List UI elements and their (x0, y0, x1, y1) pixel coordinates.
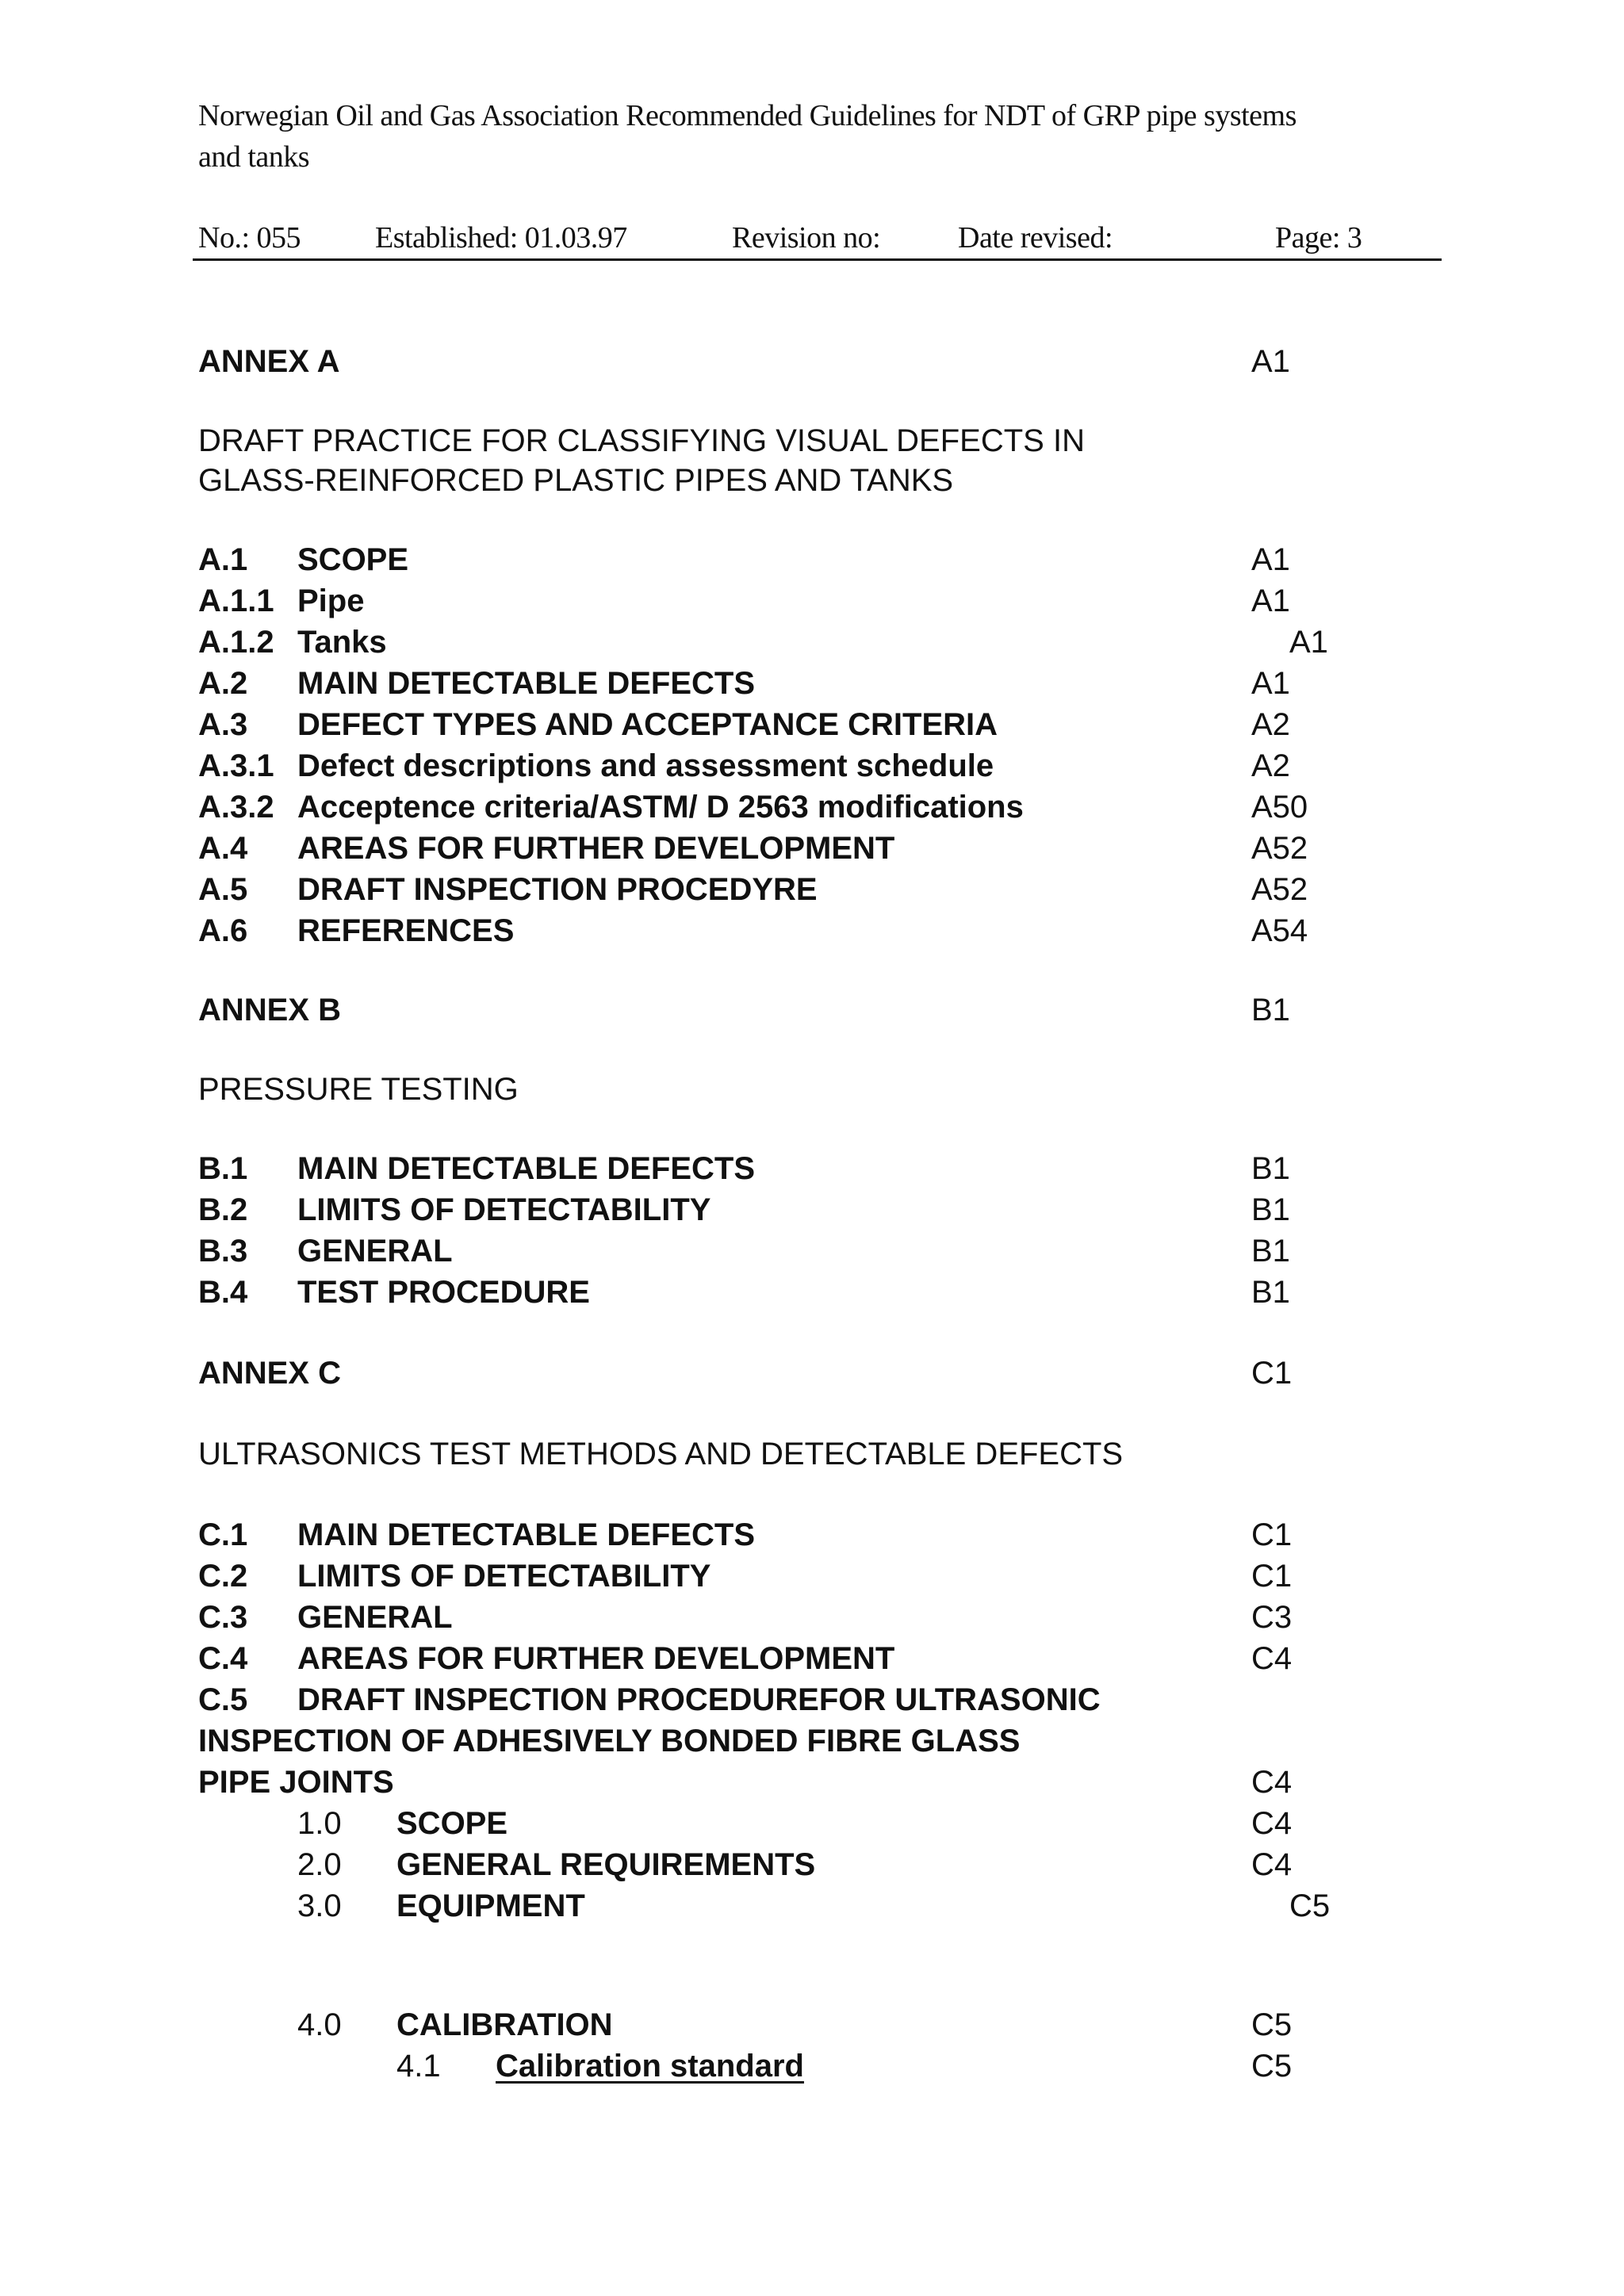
toc-entry-page: C5 (1289, 1888, 1331, 1923)
toc-entry-page: C1 (1251, 1356, 1293, 1391)
toc-entry-number: C.5 (198, 1682, 248, 1717)
toc-entry-title[interactable]: GLASS-REINFORCED PLASTIC PIPES AND TANKS (198, 463, 954, 498)
toc-entry-page: B1 (1251, 993, 1290, 1027)
toc-entry-number: C.2 (198, 1559, 248, 1594)
toc-entry-title[interactable]: Tanks (297, 625, 387, 660)
toc-entry-title[interactable]: DRAFT INSPECTION PROCEDUREFOR ULTRASONIC (297, 1682, 1101, 1717)
document-header-title (198, 95, 1388, 178)
toc-entry-title[interactable]: CALIBRATION (396, 2007, 613, 2042)
toc-entry-title[interactable]: DRAFT INSPECTION PROCEDYRE (297, 872, 818, 907)
toc-entry-page: C4 (1251, 1641, 1293, 1676)
toc-entry-title[interactable]: ANNEX A (198, 344, 340, 379)
toc-entry-number: A.3.2 (198, 790, 274, 825)
toc-entry-title[interactable]: ANNEX B (198, 993, 342, 1027)
toc-entry-title[interactable]: GENERAL (297, 1234, 453, 1269)
document-number: No.: 055 (198, 221, 301, 254)
toc-entry-number: A.3.1 (198, 748, 274, 783)
toc-entry-title[interactable]: SCOPE (396, 1806, 508, 1841)
toc-entry-page: A52 (1251, 831, 1308, 866)
toc-entry-title[interactable]: GENERAL (297, 1600, 453, 1635)
toc-entry-number: C.1 (198, 1517, 248, 1552)
toc-entry-title[interactable]: MAIN DETECTABLE DEFECTS (297, 1517, 756, 1552)
toc-entry-title[interactable]: TEST PROCEDURE (297, 1275, 590, 1310)
toc-entry-number: A.1 (198, 542, 248, 577)
toc-entry-number: 3.0 (297, 1888, 342, 1923)
toc-entry-page: A1 (1251, 344, 1290, 379)
toc-entry-title[interactable]: DEFECT TYPES AND ACCEPTANCE CRITERIA (297, 707, 998, 742)
toc-entry-page: C4 (1251, 1847, 1293, 1882)
toc-entry-title[interactable]: LIMITS OF DETECTABILITY (297, 1559, 711, 1594)
toc-entry-number: A.1.1 (198, 584, 274, 618)
toc-entry-number: C.4 (198, 1641, 248, 1676)
toc-entry-page: C5 (1251, 2007, 1293, 2042)
toc-entry-page: B1 (1251, 1275, 1290, 1310)
toc-entry-title[interactable]: Pipe (297, 584, 365, 618)
toc-entry-number: 4.0 (297, 2007, 342, 2042)
toc-entry-title[interactable]: SCOPE (297, 542, 409, 577)
toc-entry-title[interactable]: AREAS FOR FURTHER DEVELOPMENT (297, 831, 895, 866)
toc-entry-title[interactable]: Defect descriptions and assessment schedule (297, 748, 994, 783)
toc-entry-number: 4.1 (396, 2049, 441, 2084)
toc-entry-page: B1 (1251, 1234, 1290, 1269)
toc-entry-page: C1 (1251, 1559, 1293, 1594)
toc-entry-title[interactable]: PRESSURE TESTING (198, 1072, 519, 1107)
revision-number: Revision no: (732, 221, 881, 254)
toc-entry-page: A2 (1251, 748, 1290, 783)
toc-entry-number: A.6 (198, 913, 248, 948)
header-title-line-2: and tanks (198, 140, 310, 174)
established-date: Established: 01.03.97 (375, 221, 627, 254)
toc-entry-page: B1 (1251, 1151, 1290, 1186)
toc-entry-number: B.4 (198, 1275, 248, 1310)
toc-entry-title[interactable]: ANNEX C (198, 1356, 342, 1391)
toc-entry-page: C1 (1251, 1517, 1293, 1552)
toc-entry-number: A.1.2 (198, 625, 274, 660)
toc-entry-page: C4 (1251, 1765, 1293, 1800)
toc-entry-page: A54 (1251, 913, 1308, 948)
toc-entry-number: 2.0 (297, 1847, 342, 1882)
header-rule (193, 258, 1442, 261)
toc-entry-number: B.3 (198, 1234, 248, 1269)
header-title-line-1: Norwegian Oil and Gas Association Recommended Guidelines for NDT of GRP pipe systems (198, 99, 1297, 132)
toc-entry-page: B1 (1251, 1192, 1290, 1227)
toc-entry-page: A1 (1251, 542, 1290, 577)
toc-entry-title[interactable]: Acceptence criteria/ASTM/ D 2563 modifications (297, 790, 1024, 825)
toc-entry-title[interactable]: LIMITS OF DETECTABILITY (297, 1192, 711, 1227)
toc-entry-number: A.5 (198, 872, 248, 907)
toc-entry-page: A1 (1251, 666, 1290, 701)
toc-entry-number: A.4 (198, 831, 248, 866)
toc-entry-page: C3 (1251, 1600, 1293, 1635)
toc-entry-title[interactable]: ULTRASONICS TEST METHODS AND DETECTABLE DEFECTS (198, 1437, 1124, 1471)
toc-entry-title[interactable]: GENERAL REQUIREMENTS (396, 1847, 816, 1882)
toc-entry-title[interactable]: Calibration standard (496, 2049, 804, 2084)
toc-entry-page: A2 (1251, 707, 1290, 742)
toc-entry-number: 1.0 (297, 1806, 342, 1841)
toc-entry-number: B.2 (198, 1192, 248, 1227)
toc-entry-page: C4 (1251, 1806, 1293, 1841)
toc-entry-title[interactable]: AREAS FOR FURTHER DEVELOPMENT (297, 1641, 895, 1676)
date-revised: Date revised: (958, 221, 1113, 254)
toc-entry-title[interactable]: EQUIPMENT (396, 1888, 585, 1923)
toc-entry-page: A50 (1251, 790, 1308, 825)
toc-entry-number: C.3 (198, 1600, 248, 1635)
toc-entry-page: C5 (1251, 2049, 1293, 2084)
toc-entry-title[interactable]: MAIN DETECTABLE DEFECTS (297, 1151, 756, 1186)
toc-entry-title[interactable]: INSPECTION OF ADHESIVELY BONDED FIBRE GLASS (198, 1724, 1021, 1758)
toc-entry-page: A52 (1251, 872, 1308, 907)
toc-entry-page: A1 (1289, 625, 1328, 660)
toc-entry-title[interactable]: DRAFT PRACTICE FOR CLASSIFYING VISUAL DEFECTS IN (198, 423, 1085, 458)
toc-entry-page: A1 (1251, 584, 1290, 618)
toc-entry-number: B.1 (198, 1151, 248, 1186)
page-number: Page: 3 (1275, 221, 1362, 254)
toc-entry-title[interactable]: MAIN DETECTABLE DEFECTS (297, 666, 756, 701)
toc-entry-title[interactable]: PIPE JOINTS (198, 1765, 394, 1800)
toc-entry-number: A.2 (198, 666, 248, 701)
toc-entry-title[interactable]: REFERENCES (297, 913, 515, 948)
toc-entry-number: A.3 (198, 707, 248, 742)
